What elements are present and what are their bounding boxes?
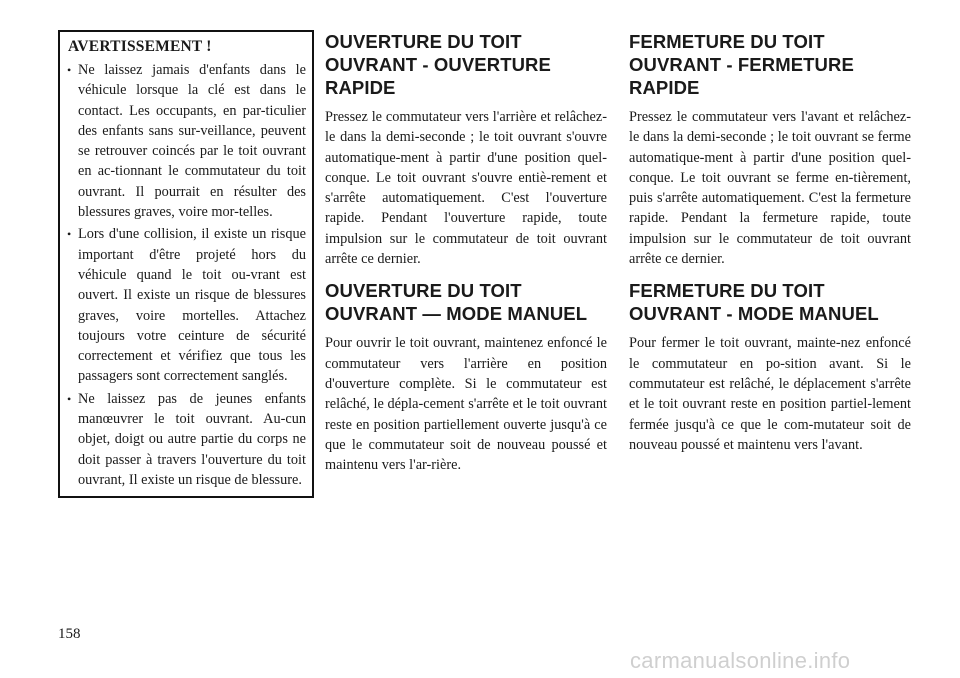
warning-item: • Lors d'une collision, il existe un risque important d'être projeté hors du véhicule quand le toit ou-vrant est ouvert. Il existe un risque de blessures graves, voire mortelles. Attachez toujours votre ceinture de sécurité correctement et vérifiez que tous les passagers sont correctement sanglés. xyxy=(67,226,306,385)
section-body-close-express: Pressez le commutateur vers l'avant et relâchez-le dans la demi-seconde ; le toit ouvrant se ferme automatique-ment à partir d'une position quel-conque. Le toit ouvrant se ferme en-tièrement, puis s'arrête automatiquement. C'est la fermeture rapide. Pendant la fermeture rapide, toute impulsion sur le commutateur de toit ouvrant arrête ce dernier. xyxy=(629,109,911,268)
warning-box xyxy=(58,30,314,498)
bullet-icon: • xyxy=(67,227,72,242)
right-column xyxy=(629,30,911,465)
bullet-icon: • xyxy=(67,63,72,77)
section-body-open-express: Pressez le commutateur vers l'arrière et relâchez-le dans la demi-seconde ; le toit ouvrant s'ouvre automatique-ment à partir d'une position quel-conque. Le toit ouvrant s'ouvre entiè-rement et s'arrête automatiquement. C'est l'ouverture rapide. Pendant l'ouverture rapide, toute impulsion sur le commutateur de toit ouvrant arrête ce dernier. xyxy=(325,109,607,268)
section-heading-close-manual: FERMETURE DU TOIT OUVRANT - MODE MANUEL xyxy=(629,280,879,325)
section-body-open-manual: Pour ouvrir le toit ouvrant, maintenez enfoncé le commutateur vers l'arrière en position d'ouverture complète. Si le commutateur est relâché, le dépla-cement s'arrête et le toit ouvrant reste en position partiellement ouverte jusqu'à ce que le commutateur soit de nouveau poussé et maintenu vers l'ar-rière. xyxy=(325,335,607,474)
watermark: carmanualsonline.info xyxy=(630,648,851,673)
page-number: 158 xyxy=(58,626,81,642)
section-body-close-manual: Pour fermer le toit ouvrant, mainte-nez enfoncé le commutateur en po-sition avant. Si le commutateur est relâché, le déplacement s'arrête et le toit ouvrant reste en position partiel-lement fermée jusqu'à ce que le com-mutateur soit de nouveau poussé et maintenu vers l'avant. xyxy=(629,335,911,453)
warning-item: • Ne laissez pas de jeunes enfants manœuvrer le toit ouvrant. Au-cun objet, doigt ou autre partie du corps ne doit passer à travers l'ouverture du toit ouvrant, Il existe un risque de blessure. xyxy=(67,390,306,488)
left-column xyxy=(58,30,314,498)
section-heading-close-express: FERMETURE DU TOIT OUVRANT - FERMETURE RAPIDE xyxy=(629,31,854,98)
warning-title: AVERTISSEMENT ! xyxy=(68,38,212,55)
section-heading-open-manual: OUVERTURE DU TOIT OUVRANT — MODE MANUEL xyxy=(325,280,588,325)
warning-item: • Ne laissez jamais d'enfants dans le véhicule lorsque la clé est dans le contact. Les occupants, en par-ticulier des enfants sans sur-veillance, peuvent se retrouver coincés par le toit ouvrant en ac-tionnant le commutateur du toit ouvrant. Il pourrait en résulter des blessures graves, voire mor-telles. xyxy=(67,62,306,221)
warning-list xyxy=(68,60,306,490)
middle-column xyxy=(325,30,607,485)
bullet-icon: • xyxy=(67,391,72,406)
section-heading-open-express: OUVERTURE DU TOIT OUVRANT - OUVERTURE RAPIDE xyxy=(325,31,551,98)
